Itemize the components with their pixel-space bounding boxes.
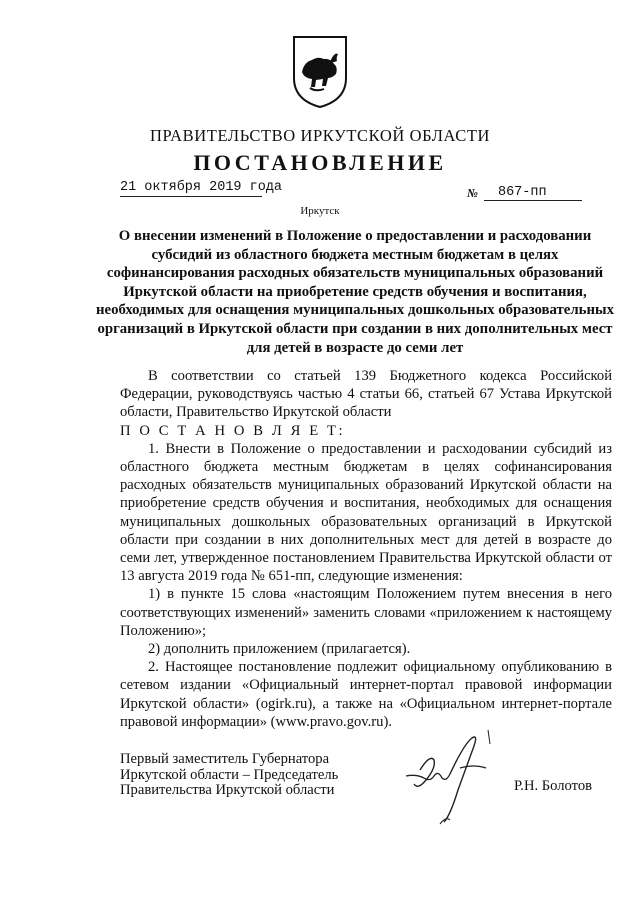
preamble-paragraph: В соответствии со статьей 139 Бюджетного кодекса Российской Федерации, руководствуясь частью 4 статьи 66, статьей 67 Устава Иркутской области, Правительство Иркутской области [120,368,612,421]
item-1-paragraph: 1. Внести в Положение о предоставлении и расходовании субсидий из областного бюджета местным бюджетам в целях софинансирования расходных обязательств муниципальных образований Иркутской области на приобретение средств обучения и воспитания, необходимых для оснащения муниципальных дошкольных образовательных организаций в Иркутской области при создании в них дополнительных мест для детей в возрасте до семи лет, утвержденное постановлением Правительства Иркутской области от 13 августа 2019 года № 651-пп, следующие изменения: [120,440,612,585]
document-number: 867-пп [484,185,582,201]
document-date: 21 октября 2019 года [120,180,283,195]
document-type: ПОСТАНОВЛЕНИЕ [193,150,447,175]
document-body [120,367,612,731]
signer-position-line: Иркутской области – Председатель [120,766,339,783]
signer-position-line: Правительства Иркутской области [120,782,335,799]
document-number-block [467,182,582,201]
handwritten-signature-icon [400,724,510,834]
resolves-heading: П О С Т А Н О В Л Я Е Т: [120,422,346,439]
government-name: ПРАВИТЕЛЬСТВО ИРКУТСКОЙ ОБЛАСТИ [149,126,491,145]
item-1-2-paragraph: 2) дополнить приложением (прилагается). [148,641,411,658]
signer-position [120,752,338,799]
number-sign: № [467,186,478,200]
document-title: О внесении изменений в Положение о предоставлении и расходовании субсидий из областного бюджета местным бюджетам в целях софинансирования расходных обязательств муниципальных образований Иркутской области на приобретение средств обучения и воспитания, необходимых для оснащения муниципальных дошкольных образовательных организаций в Иркутской области при создании в них дополнительных мест для детей в возрасте до семи лет [96,228,614,356]
item-1-1-paragraph: 1) в пункте 15 слова «настоящим Положением путем внесения в него соответствующих изменений» заменить словами «приложением к настоящему Положению»; [120,586,612,639]
signer-position-line: Первый заместитель Губернатора [120,751,330,767]
coat-of-arms-icon [290,34,350,110]
city: Иркутск [300,205,340,217]
item-2-paragraph: 2. Настоящее постановление подлежит официальному опубликованию в сетевом издании «Официальный интернет-портал правовой информации Иркутской области» (ogirk.ru), а также на «Официальном интернет-портале правовой информации» (www.pravo.gov.ru). [120,659,612,730]
signer-name: Р.Н. Болотов [514,778,593,794]
